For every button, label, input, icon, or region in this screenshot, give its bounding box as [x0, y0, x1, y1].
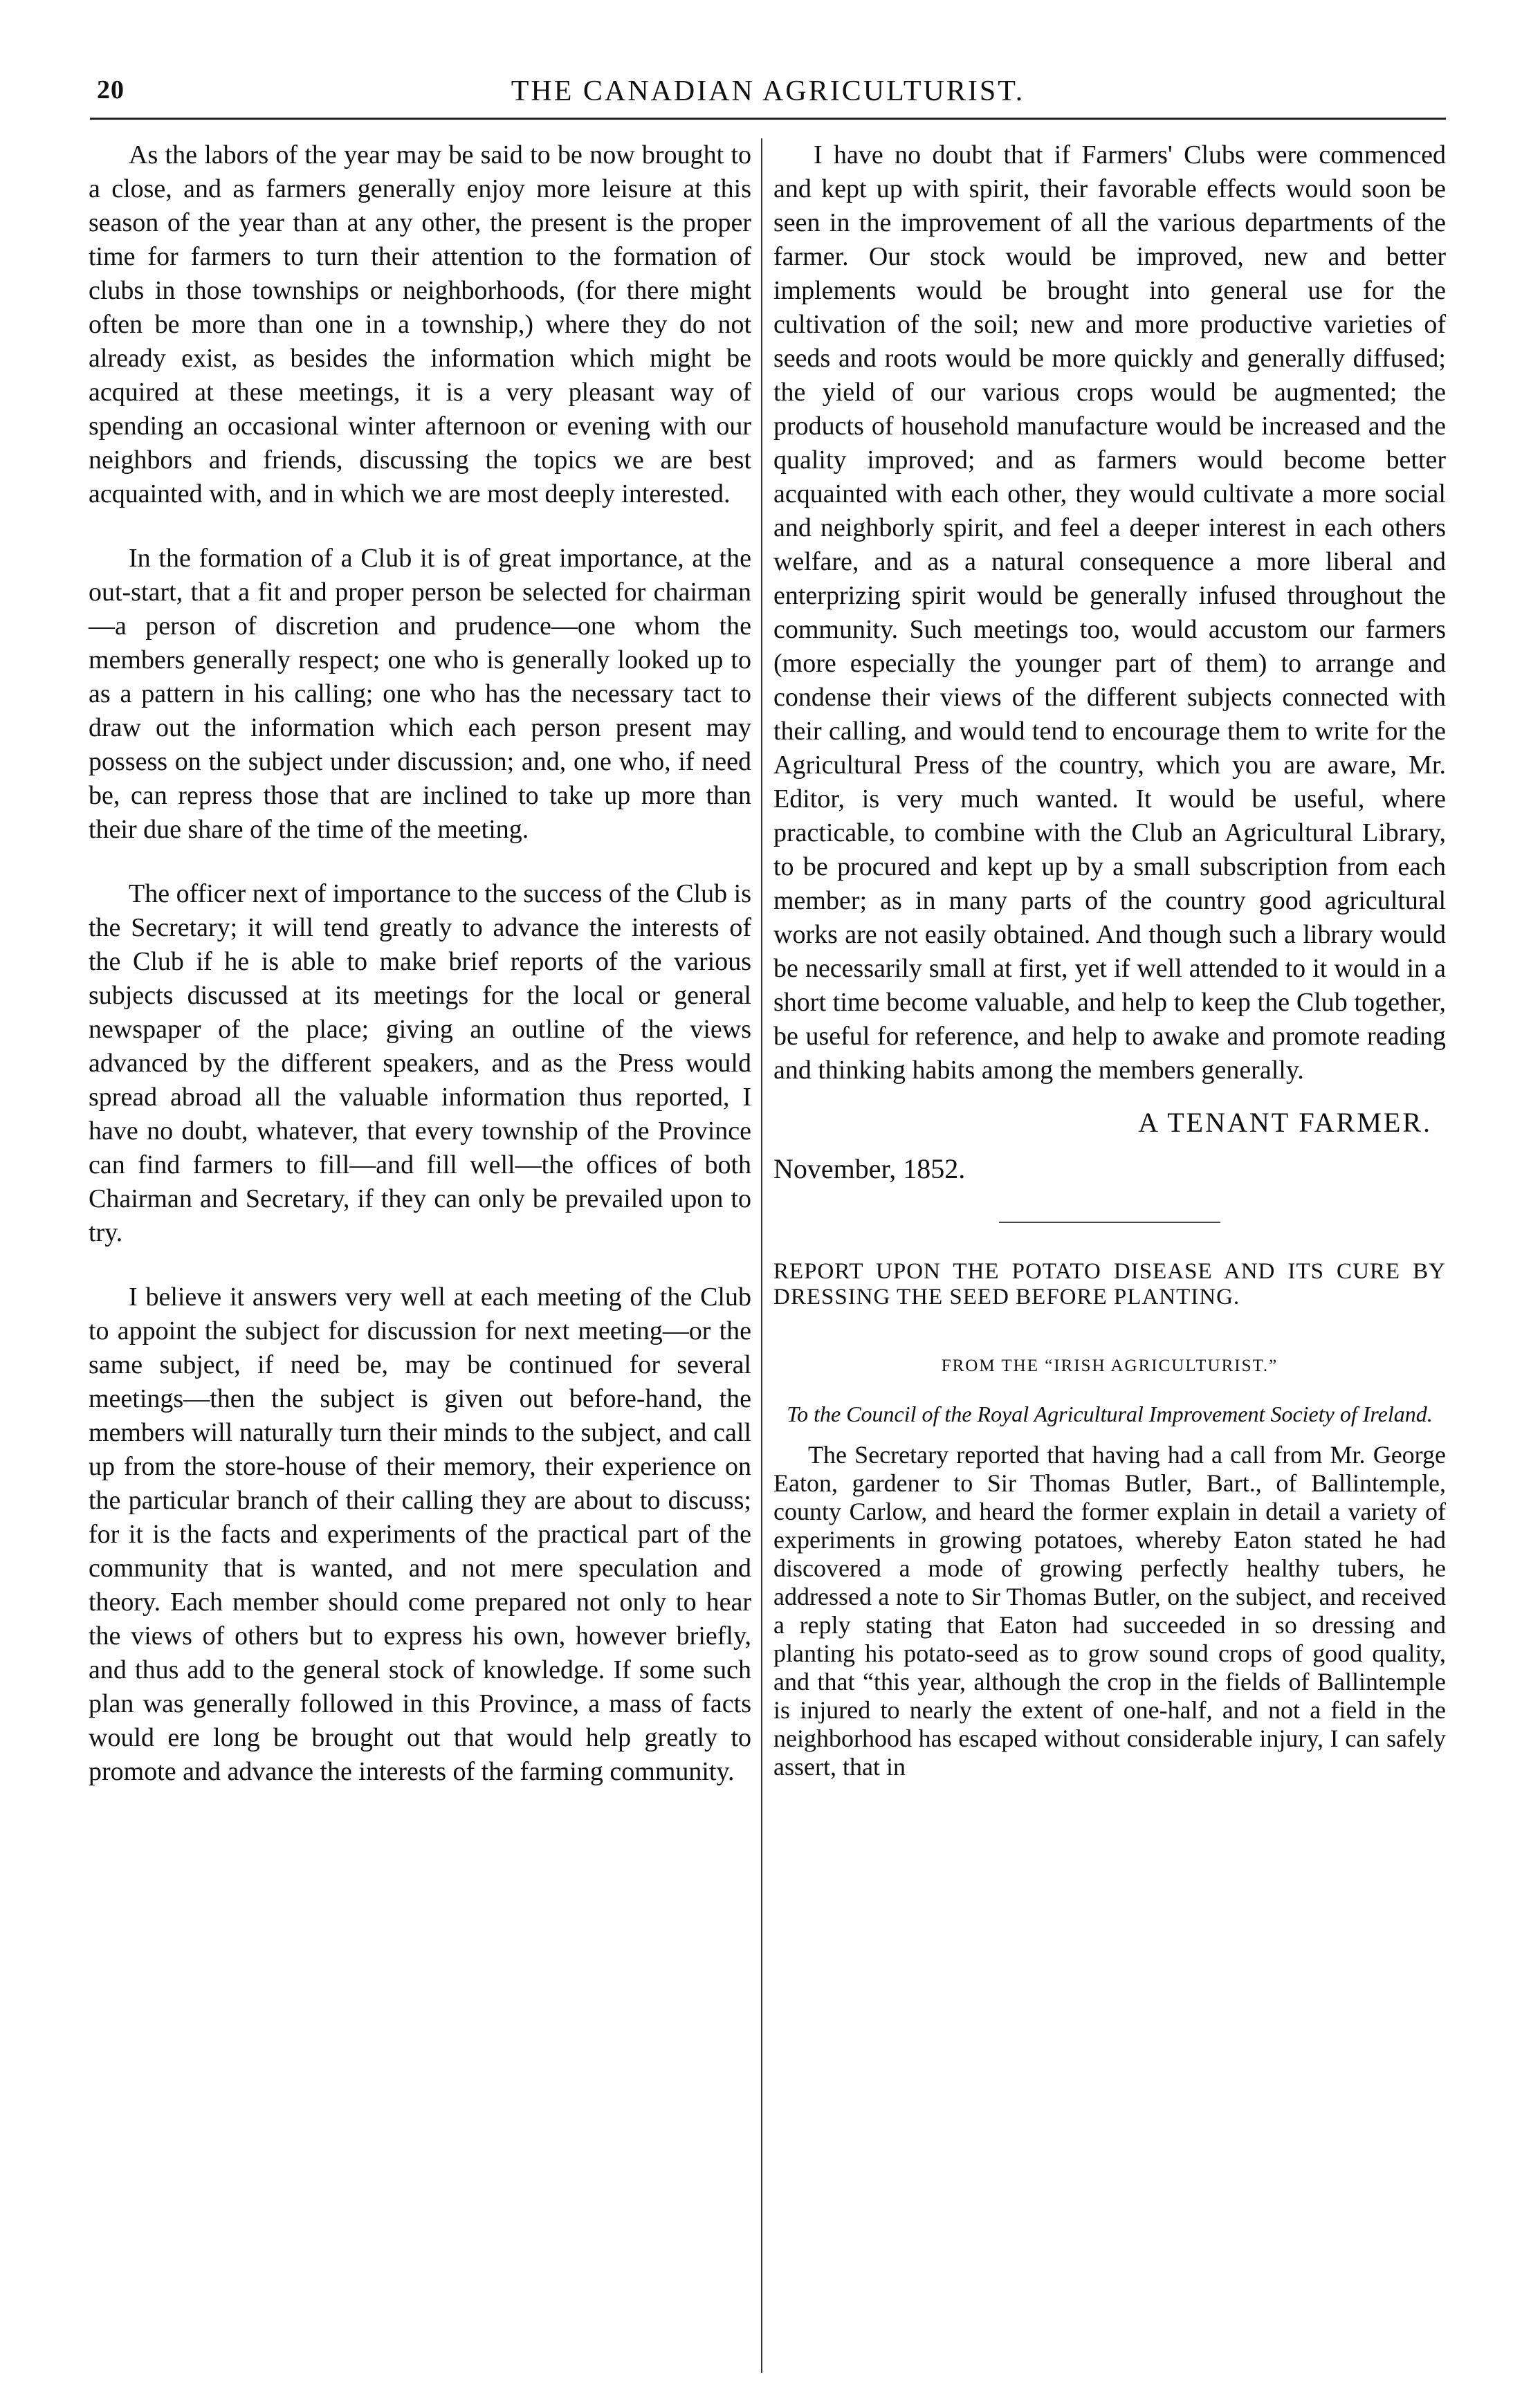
column-divider: [761, 138, 762, 2373]
source-line: FROM THE “IRISH AGRICULTURIST.”: [941, 1357, 1278, 1375]
left-column: [89, 138, 751, 1789]
report-paragraph: The Secretary reported that having had a call from Mr. George Eaton, gardener to Sir Thomas Butler, Bart., of Ballintemple, county Carlow, and heard the former explain in detail a variety of experiments in growing potatoes, whereby Eaton stated he had discovered a mode of growing perfectly healthy tubers, he addressed a note to Sir Thomas Butler, on the subject, and received a reply stating that Eaton had succeeded in so dressing and planting his potato-seed as to grow sound crops of good quality, and that “this year, although the crop in the fields of Ballintemple is injured to nearly the extent of one-half, and not a field in the neighborhood has escaped without considerable injury, I can safely assert, that in: [773, 1441, 1446, 1781]
running-title: THE CANADIAN AGRICULTURIST.: [511, 75, 1025, 107]
header-rule: [90, 118, 1446, 120]
signature: A TENANT FARMER.: [1138, 1107, 1432, 1138]
report-heading: REPORT UPON THE POTATO DISEASE AND ITS CURE BY DRESSING THE SEED BEFORE PLANTING.: [773, 1259, 1446, 1309]
dateline: November, 1852.: [773, 1153, 966, 1184]
left-paragraph-2: In the formation of a Club it is of great importance, at the out-start, that a fit and proper person be selected for chairman—a person of discretion and prudence—one whom the members generally respect; one who is generally looked up to as a pattern in his calling; one who has the necessary tact to draw out the information which each person present may possess on the subject under discussion; and, one who, if need be, can repress those that are inclined to take up more than their due share of the time of the meeting.: [89, 544, 751, 844]
left-paragraph-4: I believe it answers very well at each meeting of the Club to appoint the subject for discussion for next meeting—or the same subject, if need be, may be continued for several meetings—then the subject is given out before-hand, the members will naturally turn their minds to the subject, and call up from the store-house of their memory, their experience on the particular branch of their calling they are about to discuss; for it is the facts and experiments of the practical part of the community that is wanted, and not mere speculation and theory. Each member should come prepared not only to hear the views of others but to express his own, however briefly, and thus add to the general stock of knowledge. If some such plan was generally followed in this Province, a mass of facts would ere long be brought out that would help greatly to promote and advance the interests of the farming community.: [89, 1283, 751, 1786]
address-line: To the Council of the Royal Agricultural Improvement Society of Ireland.: [787, 1401, 1433, 1426]
left-paragraph-1: As the labors of the year may be said to be now brought to a close, and as farmers generally enjoy more leisure at this season of the year than at any other, the present is the proper time for farmers to turn their attention to the formation of clubs in those townships or neighborhoods, (for there might often be more than one in a township,) where they do not already exist, as besides the information which might be acquired at these meetings, it is a very pleasant way of spending an occasional winter afternoon or evening with our neighbors and friends, discussing the topics we are best acquainted with, and in which we are most deeply interested.: [89, 140, 751, 508]
left-paragraph-3: The officer next of importance to the success of the Club is the Secretary; it will tend greatly to advance the interests of the Club if he is able to make brief reports of the various subjects discussed at its meetings for the local or general newspaper of the place; giving an outline of the views advanced by the different speakers, and as the Press would spread abroad all the valuable information thus reported, I have no doubt, whatever, that every township of the Province can find farmers to fill—and fill well—the offices of both Chairman and Secretary, if they can only be prevailed upon to try.: [89, 879, 751, 1247]
page-header: [90, 69, 1446, 118]
page-number: 20: [97, 75, 125, 104]
section-rule: [999, 1222, 1220, 1223]
right-column: [773, 138, 1446, 1781]
right-paragraph-1: I have no doubt that if Farmers' Clubs were commenced and kept up with spirit, their favorable effects would soon be seen in the improvement of all the various departments of the farmer. Our stock would be improved, new and better implements would be brought into general use for the cultivation of the soil; new and more productive varieties of seeds and roots would be more quickly and generally diffused; the yield of our various crops would be augmented; the products of household manufacture would be increased and the quality improved; and as farmers would become better acquainted with each other, they would cultivate a more social and neighborly spirit, and feel a deeper interest in each others welfare, and as a natural consequence a more liberal and enterprizing spirit would be generally infused throughout the community. Such meetings too, would accustom our farmers (more especially the younger part of them) to arrange and condense their views of the different subjects connected with their calling, and would tend to encourage them to write for the Agricultural Press of the country, which you are aware, Mr. Editor, is very much wanted. It would be useful, where practicable, to combine with the Club an Agricultural Library, to be procured and kept up by a small subscription from each member; as in many parts of the country good agricultural works are not easily obtained. And though such a library would be necessarily small at first, yet if well attended to it would in a short time become valuable, and help to keep the Club together, be useful for reference, and help to awake and promote reading and thinking habits among the members generally.: [773, 140, 1446, 1085]
